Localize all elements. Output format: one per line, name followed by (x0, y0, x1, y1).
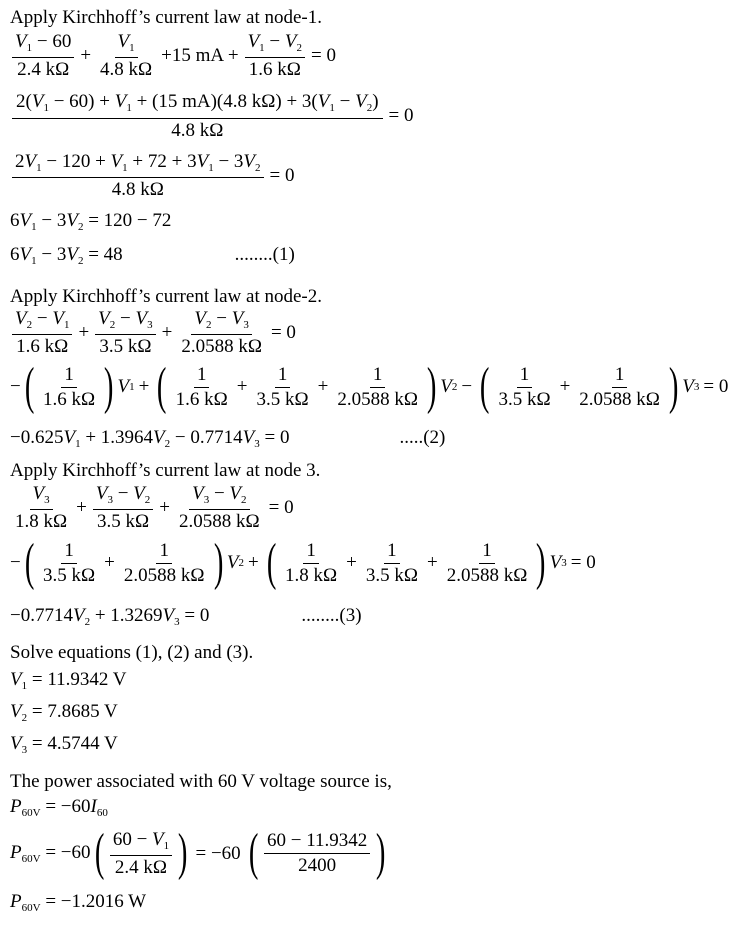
result-v3: $V_3 = 4.5744$ V (10, 733, 118, 756)
equation-3: $-0.7714V_2 + 1.3269V_3 = 0$ ........(3) (10, 605, 362, 628)
kcl-node-1-expanded: $\frac{2V_1 - 120 + V_1 + 72 + 3V_1 - 3V_2}{4.8 k\Omega}$ = 0 (10, 152, 299, 199)
kcl-node-3-equation: $\frac{V_3}{1.8 k\Omega}$ + $\frac{V_3 - V_2}{3.5 k\Omega}$ + $\frac{V_3 - V_2}{2.0588 k\Omega}$ = 0 (15, 483, 294, 532)
equation-tag-1: ........(1) (234, 244, 295, 265)
heading-power: The power associated with 60 V voltage source is, (10, 771, 392, 792)
kcl-node-3-conductance: − ( $\frac{1}{3.5 k\Omega}$ + $\frac{1}{2.0588 k\Omega}$ ) V 2 + ( $\frac{1}{1.8 k\Omega}$ + $\frac{1}{3.5 k\Omega}$ + $\frac{1}{2.0588 k\Omega}$ ) V 3 = 0 (10, 534, 596, 591)
heading-solve: Solve equations (1), (2) and (3). (10, 642, 254, 663)
kcl-node-2-equation: $\frac{V_2 - V_1}{1.6 k\Omega}$ + $\frac{V_2 - V_3}{3.5 k\Omega}$ + $\frac{V_2 - V_3}{2.0588 k\Omega}$ = 0 (10, 309, 300, 356)
heading-node-1: Apply Kirchhoff’s current law at node-1. (10, 7, 322, 28)
heading-node-3: Apply Kirchhoff’s current law at node 3. (10, 460, 321, 481)
kcl-node-1-simplified: $6V_1 - 3V_2 = 120 - 72$ (10, 210, 172, 233)
kcl-node-1-combined: $\frac{2(V_1 - 60) + V_1 + (15 mA)(4.8 k\Omega) + 3(V_1 - V_2)}{4.8 k\Omega}$ = 0 (10, 92, 417, 140)
kcl-node-1-equation: $\frac{V_1 - 60}{2.4 k\Omega}$ + $\frac{V_1}{4.8 k\Omega}$ +15 mA + $\frac{V_1 - V_2}{1.6 k\Omega}$ = 0 (10, 32, 340, 79)
result-v1: $V_1 = 11.9342$ V (10, 669, 127, 692)
kcl-node-2-conductance: − ( $\frac{1}{1.6 k\Omega}$ ) V 1 + ( $\frac{1}{1.6 k\Omega}$ + $\frac{1}{3.5 k\Omega}$ + $\frac{1}{2.0588 k\Omega}$ ) V 2 − ( $\frac{1}{3.5 k\Omega}$ + $\frac{1}{2.0588 k\Omega}$ ) V 3 = 0 (10, 358, 729, 415)
power-definition: $P_{60V} = -60I_{60}$ (10, 796, 108, 819)
equation-2: $-0.625V_1 + 1.3964V_2 - 0.7714V_3 = 0$ .....(2) (10, 427, 446, 450)
power-result: $P_{60V} = -1.2016$ W (10, 891, 147, 914)
power-substitution: $P_{60V} = -60$ ( $\frac{60 - V_1}{2.4 k\Omega}$ ) = −60 ( $\frac{60 - 11.9342}{2400}$ ) (10, 824, 386, 882)
heading-node-2: Apply Kirchhoff’s current law at node-2. (10, 286, 322, 307)
equation-1: $6V_1 - 3V_2 = 48$ ........(1) (10, 244, 295, 267)
equation-tag-2: .....(2) (399, 427, 446, 448)
equation-tag-3: ........(3) (301, 605, 362, 626)
result-v2: $V_2 = 7.8685$ V (10, 701, 118, 724)
